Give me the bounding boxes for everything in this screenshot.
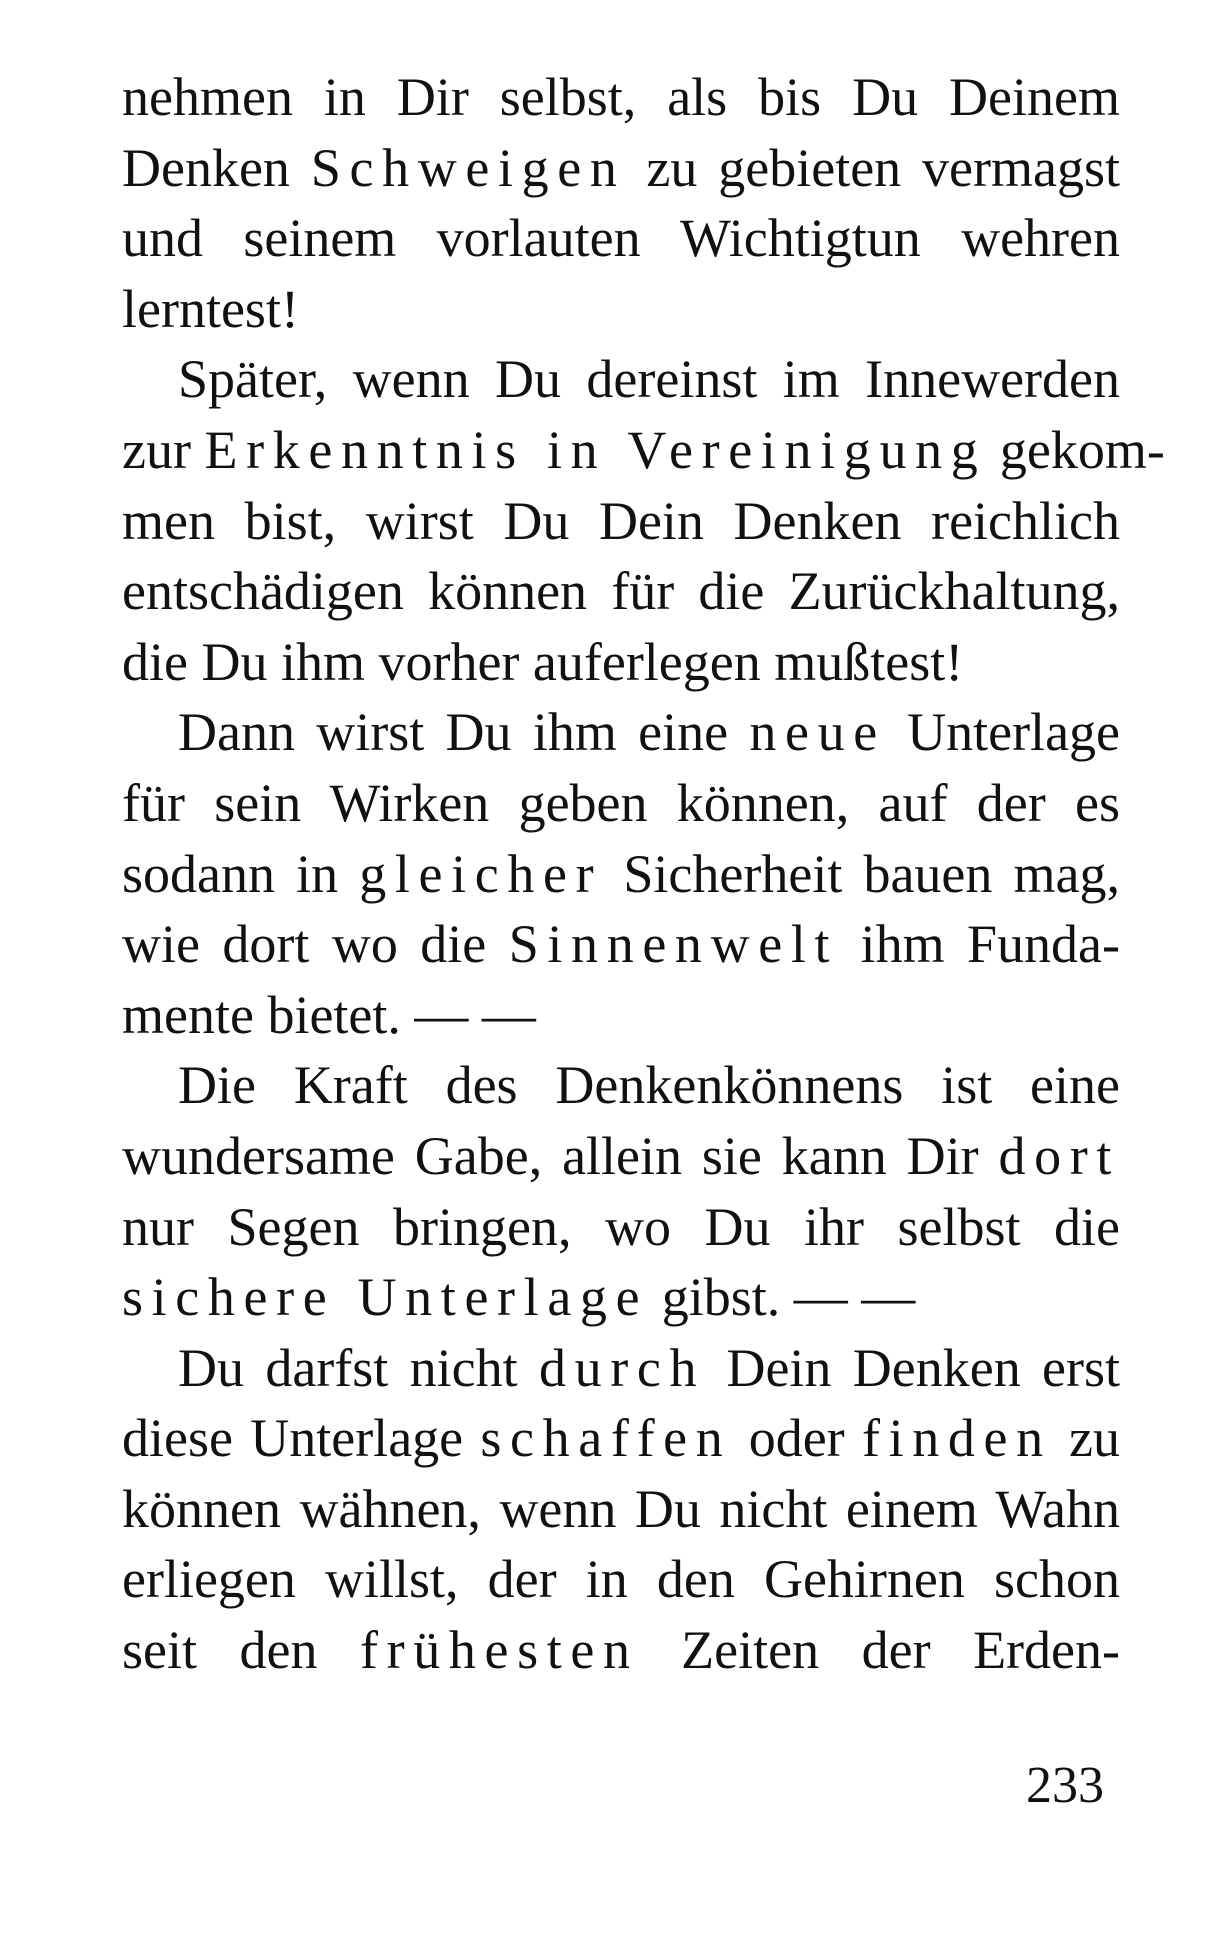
text-line: nehmen in Dir selbst, als bis Du Deinem (122, 67, 1120, 127)
paragraph-start-line: Du darfst nicht durch Dein Denken erst (178, 1337, 1121, 1398)
spaced-emphasis: Sinnenwelt (508, 914, 839, 975)
text-line: und seinem vorlauten Wichtigtun wehren (122, 208, 1120, 269)
spaced-emphasis: finden (861, 1408, 1052, 1469)
spaced-emphasis: gleicher (359, 843, 603, 904)
spaced-emphasis: schaffen (480, 1408, 732, 1469)
text-line: lerntest! (122, 278, 299, 339)
spaced-emphasis: sichere Unterlage (122, 1267, 649, 1328)
text-line: die Du ihm vorher auferlegen mußtest! (122, 631, 964, 692)
spaced-emphasis: frühesten (359, 1620, 639, 1681)
text-line: nur Segen bringen, wo Du ihr selbst die (122, 1196, 1120, 1257)
spaced-emphasis: durch (538, 1337, 706, 1398)
text-line: wie dort wo die Sinnenwelt ihm Funda- (122, 914, 1120, 975)
text-line: zur Erkenntnis in Vereinigung gekom- (122, 419, 1165, 480)
text-line: men bist, wirst Du Dein Denken reichlich (122, 490, 1120, 551)
text-line: für sein Wirken geben können, auf der es (122, 772, 1120, 833)
page-number: 233 (1026, 1757, 1104, 1814)
body-text (122, 62, 1165, 1686)
spaced-emphasis: Erkenntnis in Vereinigung (204, 419, 987, 480)
text-line: sichere Unterlage gibst. — — (122, 1267, 916, 1328)
text-line: seit den frühesten Zeiten der Erden- (122, 1620, 1120, 1681)
text-line: wundersame Gabe, allein sie kann Dir dort (122, 1125, 1120, 1186)
text-line: sodann in gleicher Sicherheit bauen mag, (122, 843, 1120, 904)
paragraph-start-line: Dann wirst Du ihm eine neue Unterlage (178, 702, 1121, 763)
text-line: erliegen willst, der in den Gehirnen schon (122, 1549, 1120, 1610)
text-line: Denken Schweigen zu gebieten vermagst (122, 137, 1120, 198)
text-line: können wähnen, wenn Du nicht einem Wahn (122, 1478, 1120, 1539)
paragraph-start-line: Später, wenn Du dereinst im Innewerden (178, 349, 1120, 410)
spaced-emphasis: Schweigen (310, 137, 626, 198)
paragraph-start-line: Die Kraft des Denkenkönnens ist eine (178, 1055, 1120, 1116)
spaced-emphasis: dort (998, 1125, 1120, 1186)
text-line: entschädigen können für die Zurückhaltung, (122, 561, 1120, 622)
spaced-emphasis: neue (749, 702, 886, 763)
text-line: diese Unterlage schaffen oder finden zu (122, 1408, 1120, 1469)
text-line: mente bietet. — — (122, 984, 536, 1045)
